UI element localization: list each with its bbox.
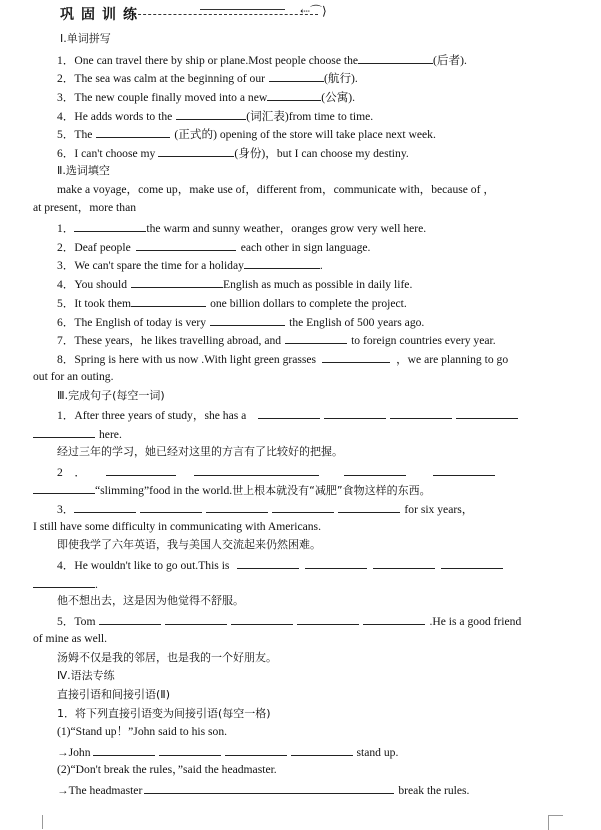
answer-blank[interactable] (267, 89, 321, 101)
s4-example-1-answer: →John stand up. (57, 746, 399, 759)
answer-blank[interactable] (136, 239, 236, 251)
s2-item-1: 1． the warm and sunny weather，oranges grow very well here. (57, 222, 427, 235)
s2-item-8-continued: out for an outing. (33, 370, 114, 383)
s1-item-4: 4．He adds words to the (词汇表)from time to time. (57, 110, 374, 123)
answer-blank[interactable] (74, 220, 146, 232)
answer-blank[interactable] (244, 257, 320, 269)
s3-q5: 5．Tom .He is a good friend (57, 615, 522, 628)
answer-blank[interactable] (159, 744, 221, 756)
answer-blank[interactable] (158, 145, 234, 157)
answer-blank[interactable] (93, 744, 155, 756)
answer-blank[interactable] (210, 314, 285, 326)
answer-blank[interactable] (231, 613, 293, 625)
answer-blank[interactable] (433, 464, 495, 476)
crop-mark (28, 815, 43, 829)
answer-blank[interactable] (322, 351, 390, 363)
answer-blank[interactable] (33, 576, 95, 588)
answer-blank[interactable] (131, 295, 206, 307)
section-4-task: 1．将下列直接引语变为间接引语(每空一格) (57, 707, 271, 720)
answer-blank[interactable] (225, 744, 287, 756)
s3-q2: 2 ． (57, 464, 495, 480)
s2-item-2: 2．Deaf people each other in sign language. (57, 241, 371, 254)
answer-blank[interactable] (324, 407, 386, 419)
answer-blank[interactable] (363, 613, 425, 625)
section-2-heading: Ⅱ.选词填空 (57, 164, 110, 177)
s1-item-3: 3．The new couple finally moved into a new (公寓). (57, 91, 356, 104)
s3-q1-continued: here. (33, 426, 122, 442)
answer-blank[interactable] (194, 464, 319, 476)
s2-item-3: 3．We can't spare the time for a holiday . (57, 259, 323, 272)
answer-blank[interactable] (373, 557, 435, 569)
answer-blank[interactable] (272, 501, 334, 513)
word-bank-line-2: at present，more than (33, 201, 137, 214)
answer-blank[interactable] (441, 557, 503, 569)
answer-blank[interactable] (176, 108, 246, 120)
answer-blank[interactable] (390, 407, 452, 419)
title-solid-rule (200, 9, 285, 10)
answer-blank[interactable] (269, 70, 324, 82)
arrow-icon: ⇠⌒⟩ (300, 4, 327, 18)
crop-mark (548, 815, 563, 830)
s2-item-6: 6．The English of today is very the English of 500 years ago. (57, 316, 425, 329)
answer-blank[interactable] (456, 407, 518, 419)
s1-item-5: 5．The (正式的) opening of the store will take place next week. (57, 128, 436, 141)
s3-q5-continued: of mine as well. (33, 632, 108, 645)
s4-example-1: (1)“Stand up！”John said to his son. (57, 725, 228, 738)
answer-blank[interactable] (291, 744, 353, 756)
answer-blank[interactable] (33, 482, 95, 494)
s3-q4-translation: 他不想出去，这是因为他觉得不舒服。 (57, 594, 244, 607)
section-3-heading: Ⅲ.完成句子(每空一词) (57, 389, 165, 402)
s2-item-4: 4．You should English as much as possible in daily life. (57, 278, 413, 291)
answer-blank[interactable] (140, 501, 202, 513)
section-4-subheading: 直接引语和间接引语(Ⅱ) (57, 688, 170, 701)
word-bank-line-1: make a voyage，come up，make use of，different from，communicate with，because of ， (57, 183, 495, 196)
section-4-heading: Ⅳ.语法专练 (57, 669, 115, 682)
s3-q3-continued: I still have some difficulty in communicating with Americans. (33, 520, 321, 533)
answer-blank[interactable] (344, 464, 406, 476)
s3-q1: 1．After three years of study，she has a (57, 407, 518, 423)
section-1-heading: Ⅰ.单词拼写 (60, 32, 111, 45)
s3-q1-translation: 经过三年的学习，她已经对这里的方言有了比较好的把握。 (57, 445, 343, 458)
title-dashed-rule (133, 14, 318, 15)
s3-q3: 3． for six years， (57, 503, 474, 516)
s1-item-2: 2．The sea was calm at the beginning of our (航行). (57, 72, 358, 85)
answer-blank[interactable] (33, 426, 95, 438)
answer-blank[interactable] (358, 52, 433, 64)
s2-item-8: 8．Spring is here with us now .With light green grasses ，we are planning to go (57, 353, 509, 366)
answer-blank[interactable] (106, 464, 176, 476)
s3-q2-continued: “slimming”food in the world.世上根本就没有“减肥”食物这样的东西。 (33, 482, 431, 498)
answer-blank[interactable] (237, 557, 299, 569)
s3-q4-continued: . (33, 576, 98, 592)
s1-item-6: 6．I can't choose my (身份)，but I can choose my destiny. (57, 147, 409, 160)
page-title: 巩固训练 (60, 7, 144, 23)
answer-blank[interactable] (258, 407, 320, 419)
s3-q3-translation: 即使我学了六年英语，我与美国人交流起来仍然困难。 (57, 538, 321, 551)
answer-blank[interactable] (144, 782, 394, 794)
answer-blank[interactable] (285, 332, 347, 344)
answer-blank[interactable] (165, 613, 227, 625)
answer-blank[interactable] (338, 501, 400, 513)
answer-blank[interactable] (297, 613, 359, 625)
answer-blank[interactable] (99, 613, 161, 625)
answer-blank[interactable] (96, 126, 170, 138)
answer-blank[interactable] (305, 557, 367, 569)
answer-blank[interactable] (131, 276, 223, 288)
s2-item-5: 5．It took them one billion dollars to complete the project. (57, 297, 407, 310)
s2-item-7: 7．These years，he likes travelling abroad, and to foreign countries every year. (57, 334, 496, 347)
s4-example-2-answer: →The headmaster break the rules. (57, 784, 470, 797)
answer-blank[interactable] (206, 501, 268, 513)
s3-q4: 4．He wouldn't like to go out.This is (57, 557, 503, 573)
s3-q5-translation: 汤姆不仅是我的邻居，也是我的一个好朋友。 (57, 651, 277, 664)
s4-example-2: (2)“Don't break the rules，”said the headmaster. (57, 763, 277, 776)
answer-blank[interactable] (74, 501, 136, 513)
s1-item-1: 1．One can travel there by ship or plane.Most people choose the (后者). (57, 54, 467, 67)
